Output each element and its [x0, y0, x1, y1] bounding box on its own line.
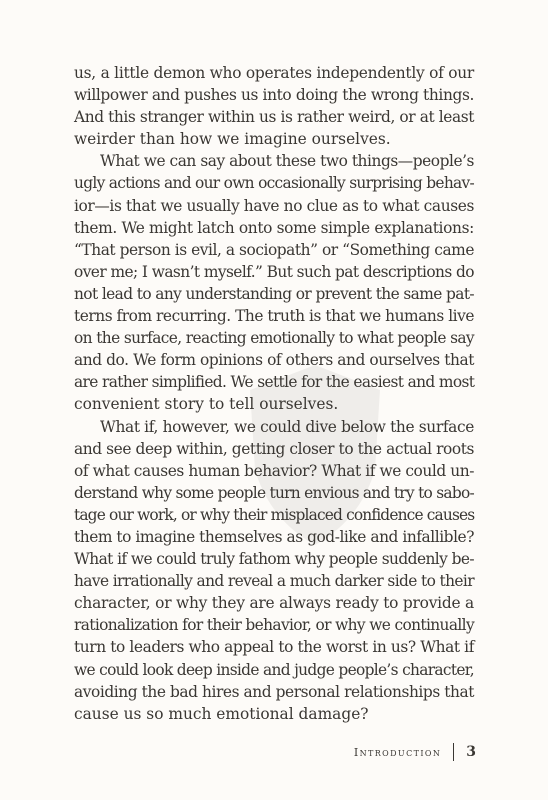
text-line: them. We might latch onto some simple explanations:: [74, 218, 474, 237]
text-line: derstand why some people turn envious and try to sabo-: [74, 483, 474, 502]
text-line: have irrationally and reveal a much darker side to their: [74, 572, 474, 591]
text-line: avoiding the bad hires and personal relationships that: [74, 682, 474, 701]
text-line: ugly actions and our own occasionally surprising behav-: [74, 174, 474, 193]
text-line: character, or why they are always ready to provide a: [74, 594, 475, 613]
text-line: cause us so much emotional damage?: [74, 704, 369, 723]
footer-divider: [453, 743, 454, 761]
text-line: of what causes human behavior? What if we could un-: [74, 461, 475, 480]
text-line: are rather simplified. We settle for the easiest and most: [74, 373, 475, 392]
text-line: rationalization for their behavior, or why we continually: [74, 616, 474, 635]
text-line: them to imagine themselves as god-like and infallible?: [74, 527, 474, 546]
text-line: and see deep within, getting closer to the actual roots: [74, 439, 474, 458]
text-line: convenient story to tell ourselves.: [74, 395, 339, 414]
text-line: not lead to any understanding or prevent the same pat-: [74, 284, 474, 303]
text-line: tage our work, or why their misplaced confidence causes: [74, 505, 475, 524]
body-text: [74, 62, 474, 725]
page-number: 3: [466, 744, 476, 760]
page-footer: [354, 740, 476, 764]
text-line: and do. We form opinions of others and ourselves that: [74, 351, 474, 370]
text-line: turn to leaders who appeal to the worst in us? What if: [74, 638, 474, 657]
text-line: And this stranger within us is rather weird, or at least: [74, 108, 474, 127]
text-line: terns from recurring. The truth is that we humans live: [74, 307, 474, 326]
text-line: we could look deep inside and judge people’s character,: [74, 660, 474, 679]
text-line: us, a little demon who operates independently of our: [74, 64, 474, 82]
running-head: Introduction: [353, 745, 442, 759]
text-line: willpower and pushes us into doing the wrong things.: [74, 86, 474, 105]
paragraph-start-line: What if, however, we could dive below the surface: [100, 417, 474, 436]
text-line: ior—is that we usually have no clue as to what causes: [74, 196, 474, 215]
text-line: on the surface, reacting emotionally to what people say: [74, 329, 474, 348]
text-line: “That person is evil, a sociopath” or “Something came: [74, 240, 474, 259]
paragraph-start-line: What we can say about these two things—people’s: [100, 152, 474, 171]
text-line: over me; I wasn’t myself.” But such pat descriptions do: [74, 262, 474, 281]
text-line: What if we could truly fathom why people suddenly be-: [74, 550, 474, 569]
text-line: weirder than how we imagine ourselves.: [74, 130, 391, 149]
